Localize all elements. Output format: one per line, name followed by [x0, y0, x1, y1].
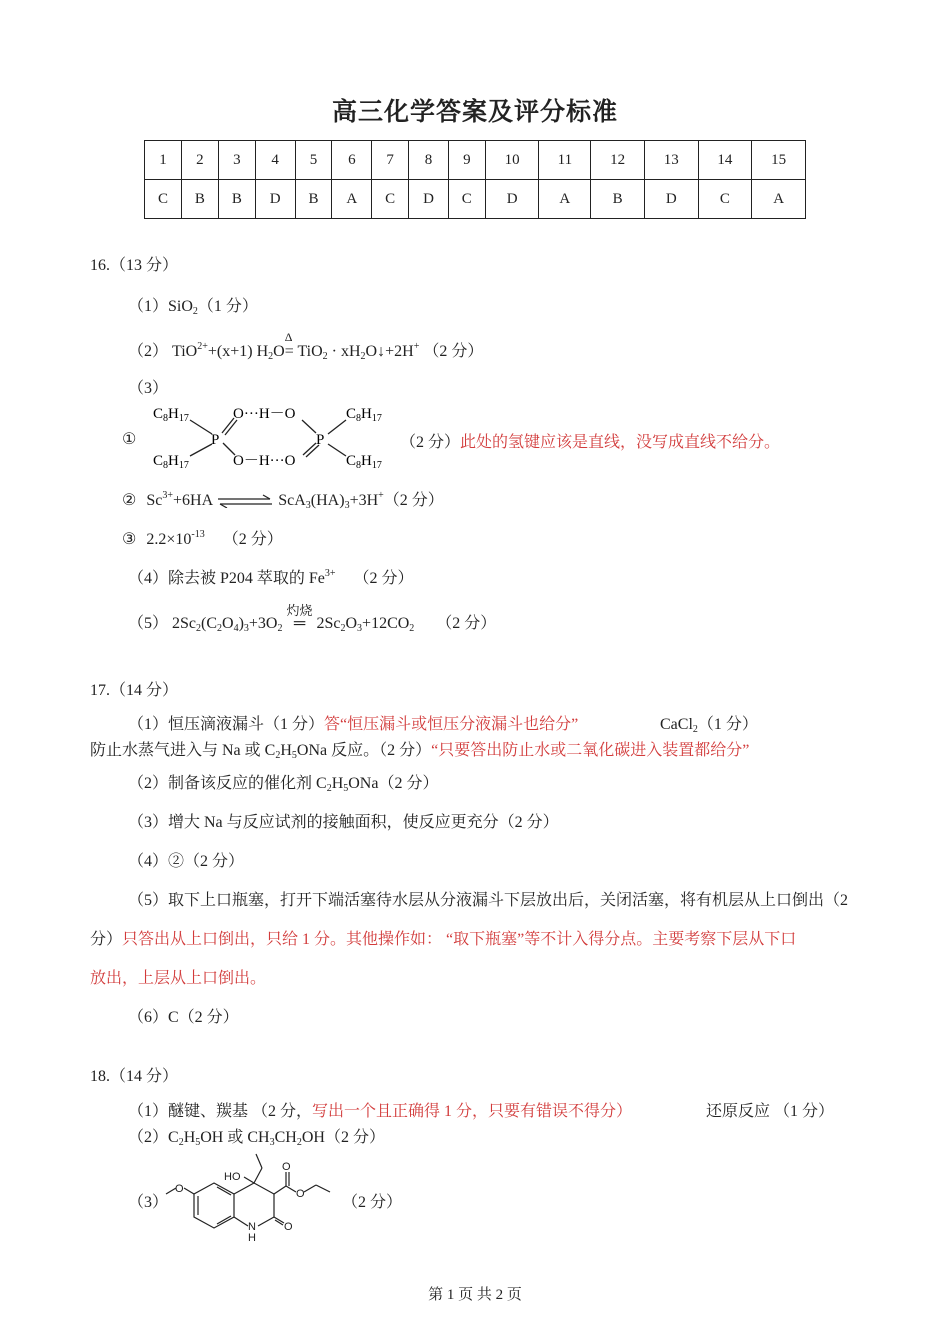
answer-table-number-row [145, 141, 806, 180]
svg-text:C8H17: $C_8H_{17}$ [346, 453, 382, 471]
question-number-cell: 6 [332, 141, 372, 180]
question-number-cell: 12 [591, 141, 645, 180]
q18-part3-score: （2 分） [342, 1194, 403, 1211]
q17-part2: （2）制备该反应的催化剂 $C_2H_5ONa(2$ 分） [128, 775, 439, 794]
answer-cell: D [409, 180, 449, 219]
answer-cell: A [539, 180, 591, 219]
q16-c1-label: ① [122, 431, 137, 448]
q18-part1: （1）醚键、羰基 （2 分，写出一个且正确得 1 分，只要有错误不得分） [128, 1103, 633, 1120]
q16-hydrolysis-equation: TiO$^{2+}$+(x+1) $H_2O=$ Δ $TiO_2 \cdot xH_2O↓+2H^+$ [172, 330, 420, 362]
q17-header: 17.（14 分） [90, 682, 179, 699]
q16-part1: （1）SiO$_2$（1 分） [128, 298, 258, 317]
answer-cell: A [332, 180, 372, 219]
q17-part1-line2: 防止水蒸气进入与 Na 或 $C_2H_5ONa$ 反应。（2 分）“只要答出防止水或二氧化碳进入装置都给分” [90, 742, 750, 761]
q18-header: 18.（14 分） [90, 1068, 179, 1085]
q17-part3: （3）增大 Na 与反应试剂的接触面积，使反应更充分（2 分） [128, 814, 559, 831]
svg-text:HO: HO [224, 1171, 241, 1183]
answer-cell: C [698, 180, 752, 219]
q17-part6: （6）C（2 分） [128, 1009, 239, 1026]
question-number-cell: 11 [539, 141, 591, 180]
question-number-cell: 9 [448, 141, 485, 180]
page-title: 高三化学答案及评分标准 [331, 97, 618, 126]
question-number-cell: 8 [409, 141, 449, 180]
q17-part5-line3: 放出，上层从上口倒出。 [90, 970, 267, 987]
q16-calcination-equation: $2Sc_2(C_2O_4)_3+3O_2$ ═ 灼烧 $2Sc_2O_3+12CO_2$ [172, 603, 415, 634]
svg-text:P: P [316, 432, 325, 448]
page-footer: 第 1 页 共 2 页 [428, 1287, 522, 1303]
answer-cell: D [255, 180, 295, 219]
svg-text:C8H17: $C_8H_{17}$ [346, 406, 382, 424]
q16-c1-score-note: （2 分）此处的氢键应该是直线，没写成直线不给分。 [400, 434, 781, 451]
svg-text:O: O [284, 1221, 293, 1233]
q17-part4: （4）②（2 分） [128, 853, 245, 870]
answer-cell: B [218, 180, 255, 219]
q18-part2: $(2)C_2H_5OH$ 或 $CH_3CH_2OH(2$ 分） [128, 1129, 385, 1148]
q16-c2: ② $Sc^{3+}+6HA$ $ScA_3(HA)_3+3H^+(2$ 分） [122, 490, 444, 511]
question-number-cell: 3 [218, 141, 255, 180]
answer-cell: C [448, 180, 485, 219]
equilibrium-arrow-icon [216, 494, 274, 508]
answer-cell: B [591, 180, 645, 219]
q16-part5: （5） $2Sc_2(C_2O_4)_3+3O_2$ ═ 灼烧 $2Sc_2O_3+12CO_2$ （2 分） [128, 603, 497, 634]
svg-text:O···H－O: O···H－O [233, 406, 296, 422]
q16-header: 16.（13 分） [90, 257, 179, 274]
svg-text:C8H17: $C_8H_{17}$ [153, 453, 189, 471]
svg-text:N: N [248, 1221, 256, 1233]
answer-cell: D [644, 180, 698, 219]
answer-cell: D [485, 180, 539, 219]
svg-text:O: O [282, 1161, 291, 1173]
question-number-cell: 13 [644, 141, 698, 180]
q17-part1: （1）恒压滴液漏斗（1 分）答“恒压漏斗或恒压分液漏斗也给分” [128, 716, 579, 733]
q17-part5-line2: 分）只答出从上口倒出，只给 1 分。其他操作如： “取下瓶塞”等不计入得分点。主要考察下层从下口 [90, 931, 797, 948]
question-number-cell: 1 [145, 141, 182, 180]
q16-c3: ③ $2.2\times 10^{-13}$ （2 分） [122, 529, 283, 548]
q17-part1-cacl2: CaCl$_2$（1 分） [660, 716, 758, 735]
answer-table-answer-row [145, 180, 806, 219]
svg-text:H: H [248, 1232, 256, 1244]
answer-cell: B [181, 180, 218, 219]
answer-table [144, 140, 806, 219]
question-number-cell: 5 [295, 141, 332, 180]
dimer-structure [150, 400, 395, 480]
quinolinone-structure [162, 1150, 347, 1250]
question-number-cell: 15 [752, 141, 806, 180]
question-number-cell: 14 [698, 141, 752, 180]
answer-cell: B [295, 180, 332, 219]
q18-part1-right: 还原反应 （1 分） [706, 1103, 835, 1120]
svg-text:P: P [211, 432, 220, 448]
svg-text:O: O [175, 1183, 184, 1195]
svg-text:O: O [296, 1188, 305, 1200]
answer-cell: C [145, 180, 182, 219]
answer-cell: A [752, 180, 806, 219]
question-number-cell: 10 [485, 141, 539, 180]
q16-part2: （2） TiO$^{2+}$+(x+1) $H_2O=$ Δ $TiO_2 \cdot xH_2O↓+2H^+$ （2 分） [128, 330, 484, 362]
question-number-cell: 2 [181, 141, 218, 180]
q17-part5-line1: （5）取下上口瓶塞，打开下端活塞待水层从分液漏斗下层放出后，关闭活塞，将有机层从上口倒出（2 [128, 892, 849, 909]
question-number-cell: 4 [255, 141, 295, 180]
svg-text:C8H17: $C_8H_{17}$ [153, 406, 189, 424]
q16-part4: （4）除去被 P204 萃取的 $Fe^{3+}$ （2 分） [128, 568, 414, 587]
q16-part3: （3） [128, 380, 169, 397]
svg-text:O－H···O: O－H···O [233, 453, 296, 469]
question-number-cell: 7 [372, 141, 409, 180]
answer-cell: C [372, 180, 409, 219]
q18-part3-label: （3） [128, 1194, 169, 1211]
